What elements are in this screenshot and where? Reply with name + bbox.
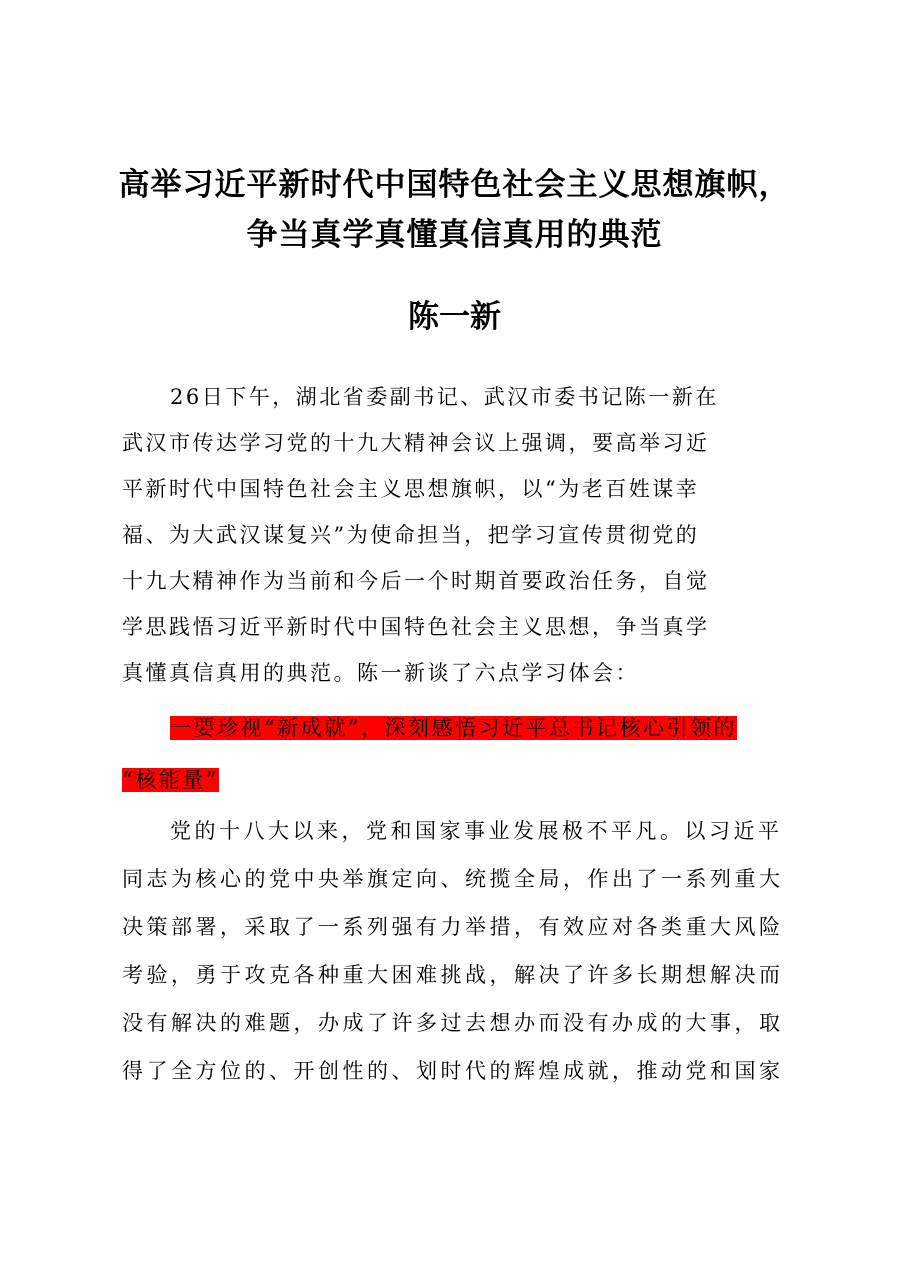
author-name: 陈一新 (408, 299, 501, 335)
section-heading-line (170, 712, 737, 744)
intro-line: 武汉市传达学习党的十九大精神会议上强调，要高举习近 (122, 431, 710, 455)
intro-line: 26日下午，湖北省委副书记、武汉市委书记陈一新在 (170, 385, 719, 409)
title-line-1: 高举习近平新时代中国特色社会主义思想旗帜， (118, 167, 791, 203)
intro-line: 真懂真信真用的典范。陈一新谈了六点学习体会： (122, 661, 639, 685)
intro-line: 学思践悟习近平新时代中国特色社会主义思想，争当真学 (122, 615, 710, 639)
body-line: 决策部署，采取了一系列强有力举措，有效应对各类重大风险 (122, 915, 784, 939)
section-heading-highlight: 一要珍视“新成就”，深刻感悟习近平总书记核心引领的 (170, 716, 737, 740)
intro-line: 平新时代中国特色社会主义思想旗帜，以“为老百姓谋幸 (122, 477, 700, 501)
body-line: 党的十八大以来，党和国家事业发展极不平凡。以习近平 (170, 819, 783, 843)
section-heading-line (122, 764, 219, 796)
body-line: 得了全方位的、开创性的、划时代的辉煌成就，推动党和国家 (122, 1059, 784, 1083)
intro-line: 福、为大武汉谋复兴”为使命担当，把学习宣传贯彻党的 (122, 523, 700, 547)
body-line: 同志为核心的党中央举旗定向、统揽全局，作出了一系列重大 (122, 867, 784, 891)
section-heading-highlight: “核能量” (122, 768, 219, 792)
body-line: 没有解决的难题，办成了许多过去想办而没有办成的大事，取 (122, 1011, 784, 1035)
title-line-2: 争当真学真懂真信真用的典范 (246, 217, 663, 253)
body-line: 考验，勇于攻克各种重大困难挑战，解决了许多长期想解决而 (122, 963, 784, 987)
intro-line: 十九大精神作为当前和今后一个时期首要政治任务，自觉 (122, 569, 710, 593)
